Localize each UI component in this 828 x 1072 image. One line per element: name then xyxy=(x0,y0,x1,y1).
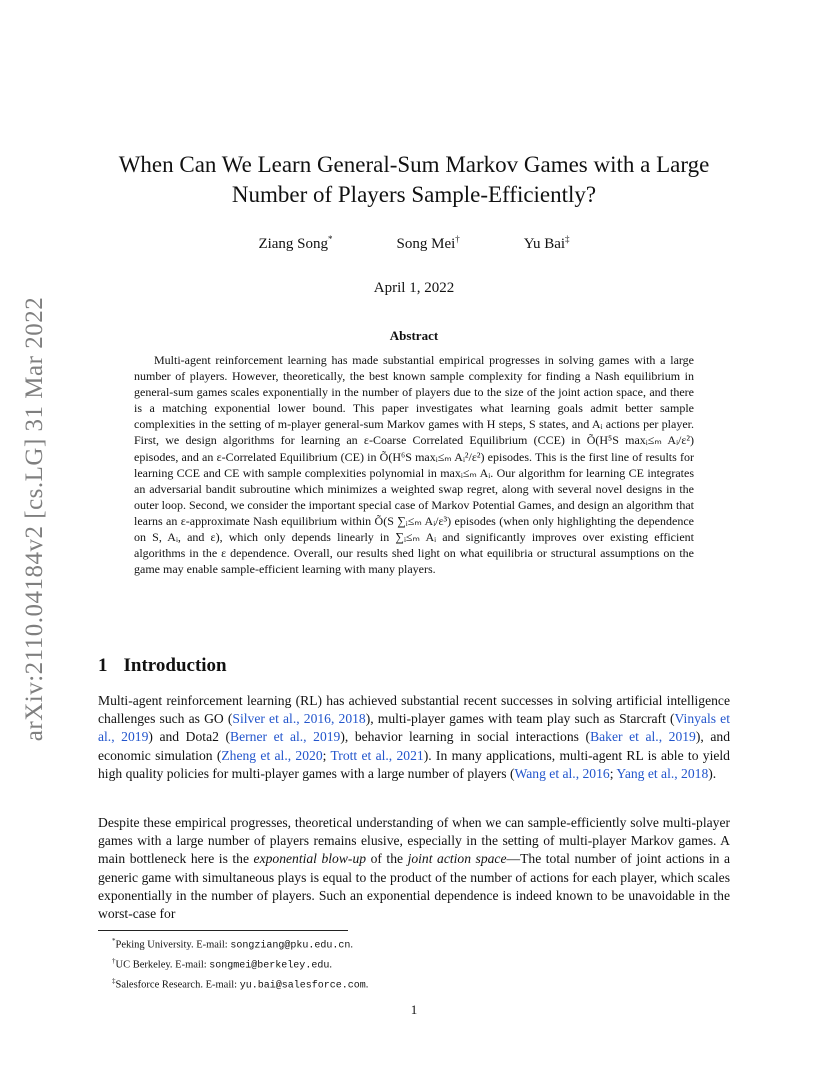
author-list xyxy=(98,234,730,253)
footnotes xyxy=(112,934,368,994)
section-heading xyxy=(98,655,227,677)
footnote: ‡Salesforce Research. E-mail: yu.bai@salesforce.com. xyxy=(112,977,369,992)
abstract-heading: Abstract xyxy=(389,328,439,343)
arxiv-identifier xyxy=(14,284,56,754)
citation-link[interactable]: Trott et al., 2021 xyxy=(330,747,424,763)
email-address: songziang@pku.edu.cn xyxy=(230,940,351,952)
page-number: 1 xyxy=(410,1002,418,1017)
footnote: †UC Berkeley. E-mail: songmei@berkeley.edu. xyxy=(112,957,332,972)
section-number: 1 xyxy=(98,655,108,676)
arxiv-identifier-text: arXiv:2110.04184v2 [cs.LG] 31 Mar 2022 xyxy=(21,296,49,742)
paper-title: When Can We Learn General-Sum Markov Games with a Large Number of Players Sample-Efficiently? xyxy=(118,152,710,207)
section-title: Introduction xyxy=(123,655,227,676)
author: Ziang Song* xyxy=(258,234,333,252)
intro-paragraph-2: Despite these empirical progresses, theoretical understanding of when we can sample-efficiently solve multi-player games with a large number of players remains elusive, especially in the setting of multi-player Markov games. A main bottleneck here is the exponential blow-up of the joint action space—The total number of joint actions in a generic game with simultaneous plays is equal to the product of the number of actions for each player, which scales exponentially in the number of players. Such an exponential dependence is indeed known to be unavoidable in the worst-case for xyxy=(98,815,730,922)
abstract-text: Multi-agent reinforcement learning has made substantial empirical progresses in solving games with a large number of players. However, theoretically, the best known sample complexity for finding a Nash equilibrium in general-sum games scales exponentially in the number of players due to the size of the joint action space, and there is a matching exponential lower bound. This paper investigates what learning goals admit better sample complexities in the setting of m-player general-sum Markov games with H steps, S states, and Aᵢ actions per player. First, we design algorithms for learning an ε-Coarse Correlated Equilibrium (CCE) in Õ(H⁵S maxᵢ≤ₘ Aᵢ/ε²) episodes, and an ε-Correlated Equilibrium (CE) in Õ(H⁶S maxᵢ≤ₘ Aᵢ²/ε²) episodes. This is the first line of results for learning CCE and CE with sample complexities polynomial in maxᵢ≤ₘ Aᵢ. Our algorithm for learning CE integrates an adversarial bandit subroutine which minimizes a weighted swap regret, along with several novel designs in the outer loop. Second, we consider the important special case of Markov Potential Games, and design an algorithm that learns an ε-approximate Nash equilibrium within Õ(S ∑ᵢ≤ₘ Aᵢ/ε³) episodes (when only highlighting the dependence on S, Aᵢ, and ε), which only depends linearly in ∑ᵢ≤ₘ Aᵢ and significantly improves over existing efficient algorithms in the ε dependence. Overall, our results shed light on what equilibria or structural assumptions on the game may enable sample-efficient learning with many players. xyxy=(134,353,694,577)
author: Yu Bai‡ xyxy=(523,234,570,252)
email-address: yu.bai@salesforce.com xyxy=(239,980,366,992)
citation-link[interactable]: Vinyals et al., 2019 xyxy=(98,711,730,745)
footnote-divider xyxy=(98,930,348,931)
footnote: *Peking University. E-mail: songziang@pku.edu.cn. xyxy=(112,937,353,952)
citation-link[interactable]: Wang et al., 2016 xyxy=(514,765,610,781)
citation-link[interactable]: Baker et al., 2019 xyxy=(590,729,696,745)
email-address: songmei@berkeley.edu xyxy=(209,960,330,972)
citation-link[interactable]: Yang et al., 2018 xyxy=(616,765,709,781)
paper-date: April 1, 2022 xyxy=(373,280,455,296)
citation-link[interactable]: Silver et al., 2016, 2018 xyxy=(232,711,366,727)
author: Song Mei† xyxy=(396,234,460,252)
intro-paragraph-1: Multi-agent reinforcement learning (RL) has achieved substantial recent successes in solving artificial intelligence challenges such as GO (Silver et al., 2016, 2018), multi-player games with team play such as Starcraft (Vinyals et al., 2019) and Dota2 (Berner et al., 2019), behavior learning in social interactions (Baker et al., 2019), and economic simulation (Zheng et al., 2020; Trott et al., 2021). In many applications, multi-agent RL is able to yield high quality policies for multi-player games with a large number of players (Wang et al., 2016; Yang et al., 2018). xyxy=(98,693,730,781)
citation-link[interactable]: Zheng et al., 2020 xyxy=(221,747,323,763)
citation-link[interactable]: Berner et al., 2019 xyxy=(230,729,341,745)
